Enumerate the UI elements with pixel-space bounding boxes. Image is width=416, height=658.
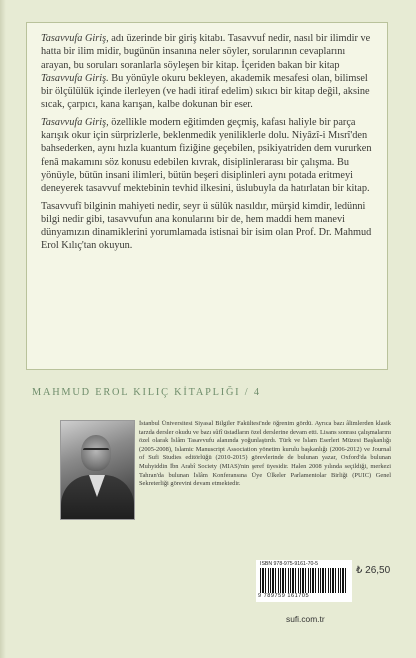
blurb-paragraph-2: Tasavvufa Giriş, özellikle modern eğitimden geçmiş, kafası haliyle bir parça karışık okur için sürprizlerle, beklenmedik yeniliklerle dolu. Niyâzî-i Mısrî'den bahsederken, aynı hızla kuantum fiziğine geçebilen, psikiyatriden dem vururken fenâ makamını söz konusu edebilen kıvrak, disiplinlerarası bir çalışma. Bu yönüyle, bütün insani ilimleri, bütün beşeri disiplinleri aynı potada eritmeyi deneyerek tasavvuf mektebinin tevhid ilkesini, üslubuyla da hatırlatan bir kitap. [41,116,372,195]
series-title: MAHMUD EROL KILIÇ KİTAPLIĞI / 4 [32,387,261,398]
barcode [256,560,352,602]
spine-shadow [0,0,6,658]
book-title-inline: Tasavvufa Giriş, [41,33,109,44]
isbn-text: ISBN 978-975-9161-70-5 [260,561,318,567]
author-photo [60,420,135,520]
blurb-paragraph-1: Tasavvufa Giriş, adı üzerinde bir giriş kitabı. Tasavvuf nedir, nasıl bir ilimdir ve hatta bir ilim midir, bugünün insanına neler söyler, sorularının cevaplarını arayan, bu soruları soranlarla söyleşen bir kitap. İçeriden bakan bir kitap Tasavvufa Giriş. Bu yönüyle okuru bekleyen, akademik mesafesi olan, bilimsel bir ölçülülük içinde ilerleyen (ve hadi itiraf edelim) sıkıcı bir kitap değil, aksine sıcak, çarpıcı, kana karışan, kalbe dokunan bir eser. [41,33,371,111]
book-title-inline: Tasavvufa Giriş, [41,116,109,128]
price-label: ₺ 26,50 [356,565,391,576]
barcode-bars [260,568,348,593]
barcode-digits: 9 789759 161705 [258,593,310,599]
blurb-text [41,32,377,257]
author-glasses [83,448,109,456]
author-bio: İstanbul Üniversitesi Siyasal Bilgiler Fakültesi'nde öğrenim gördü. Ayrıca bazı âlimlerden klasik tarzda dersler okudu ve bazı sûfî üstadların özel derslerine devam etti. Lisans sonrası çalışmalarını özel olarak İslâm Tasavvufu alanında yoğunlaştırdı. Türk ve İslam Eserleri Müzesi Başkanlığı (2005-2008), Islamic Manuscript Association yönetim kurulu başkanlığı (2006-2012) ve Journal of Sufi Studies editörlüğü (2010-2015) görevlerinde de bulunan yazar, Oxford'da bulunan Muhyiddin İbn Arabî Society (MIAS)'nin şeref üyesidir. Halen 2008 yılında seçildiği, merkezi Tahran'da bulunan İslâm Konferansına Üye Ülkeler Parlamentolar Birliği (PUIC) Genel Sekreterliği görevini devam etmektedir. [139,420,391,488]
blurb-frame [26,22,388,370]
publisher-website: sufi.com.tr [286,614,325,624]
blurb-paragraph-3: Tasavvufî bilginin mahiyeti nedir, seyr ü sülûk nasıldır, mürşid kimdir, ledünni bilgi nedir gibi, tasavvufun ana konularını bir de, hem maddi hem manevi dünyamızın dinamiklerini yorumlamada istisnai bir isim olan Prof. Dr. Mahmud Erol Kılıç'tan okuyun. [41,200,372,252]
book-title-inline: Tasavvufa Giriş. [41,72,109,84]
